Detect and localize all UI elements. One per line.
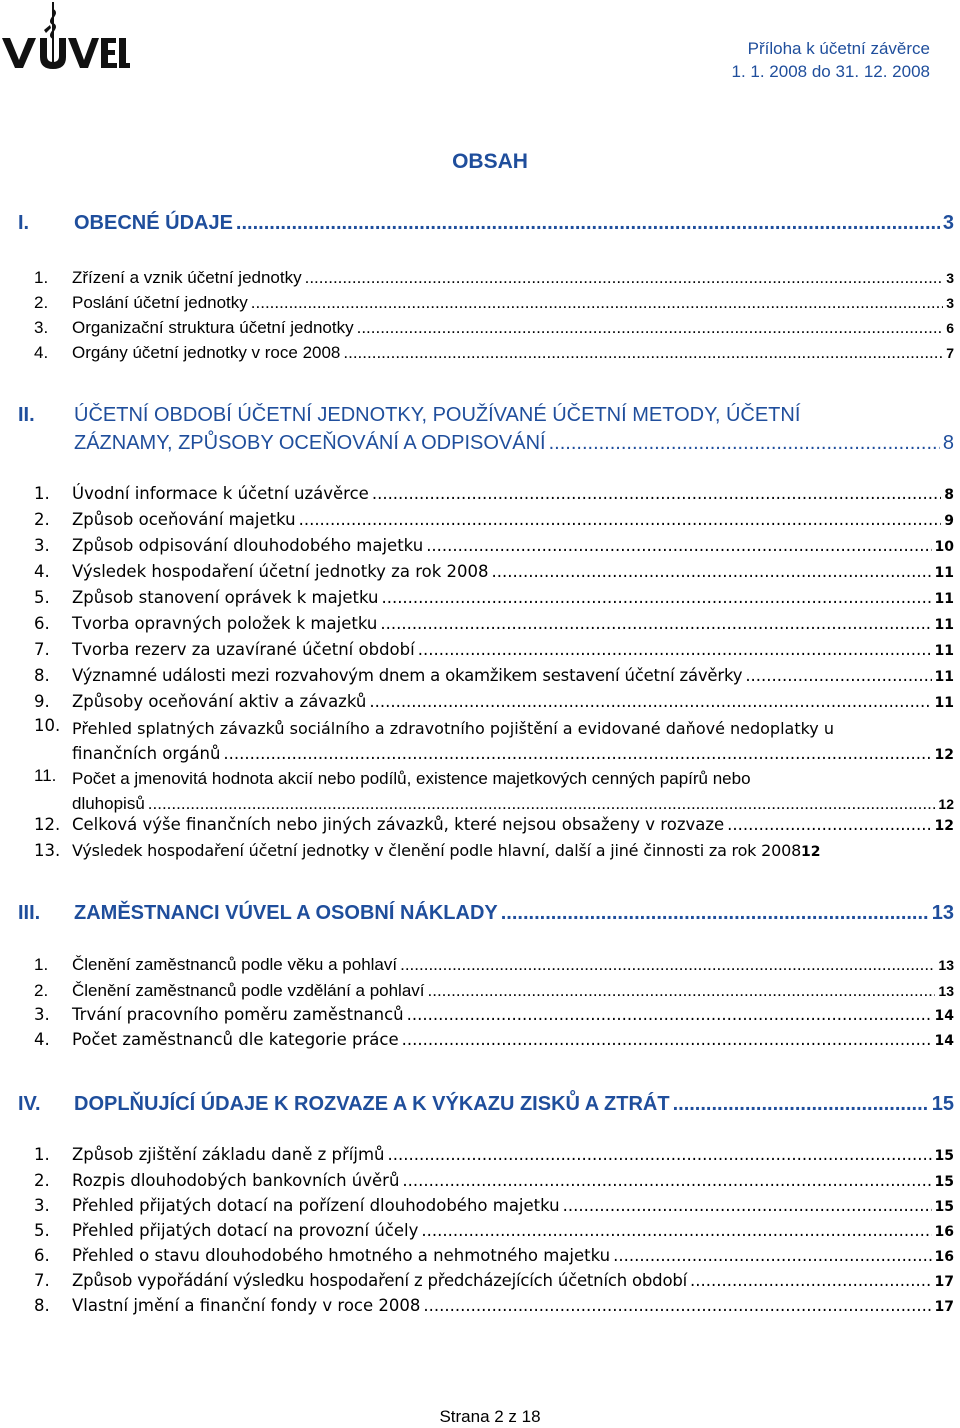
toc-leader: [372, 484, 941, 503]
toc-item-number: 7.: [34, 1271, 50, 1290]
toc-item-number: 12.: [34, 815, 61, 834]
toc-leader: [343, 343, 943, 363]
toc-leader: [402, 1171, 931, 1190]
toc-leader: [418, 640, 932, 659]
toc-item-number: 1.: [34, 1145, 50, 1164]
toc-item[interactable]: [34, 562, 954, 581]
toc-section-iii[interactable]: [18, 902, 954, 925]
toc-item-number: 1.: [34, 484, 50, 503]
toc-section-title-line2: ZÁZNAMY, ZPŮSOBY OCEŇOVÁNÍ A ODPISOVÁNÍ: [74, 432, 546, 454]
toc-page-number: 15: [934, 1199, 954, 1215]
toc-item-title: Přehled přijatých dotací na pořízení dlouhodobého majetku: [72, 1196, 560, 1215]
page-number-footer: Strana 2 z 18: [439, 1407, 541, 1426]
toc-leader: [387, 1145, 931, 1164]
toc-section-iv[interactable]: [18, 1093, 954, 1116]
toc-page-number: 3: [946, 270, 954, 286]
toc-page-number: 3: [942, 212, 954, 234]
toc-page-number: 17: [934, 1274, 954, 1290]
toc-page-number: 9: [944, 513, 954, 529]
toc-leader: [402, 1030, 932, 1049]
toc-item[interactable]: [34, 1296, 954, 1315]
toc-item-title: Orgány účetní jednotky v roce 2008: [72, 343, 341, 362]
toc-item[interactable]: [34, 981, 954, 1001]
toc-item[interactable]: [34, 1005, 954, 1024]
toc-item-number: 9.: [34, 692, 50, 711]
toc-item-title: Zřízení a vznik účetní jednotky: [72, 268, 302, 287]
toc-leader: [236, 212, 940, 235]
toc-item-title-line1: Počet a jmenovitá hodnota akcií nebo podílů, existence majetkových cenných papírů nebo: [72, 769, 751, 788]
header-period: 1. 1. 2008 do 31. 12. 2008: [731, 62, 930, 81]
toc-item-number: 2.: [34, 1171, 50, 1190]
toc-title: OBSAH: [452, 150, 528, 173]
toc-leader: [380, 614, 931, 633]
toc-item[interactable]: [34, 666, 954, 685]
toc-item-title: Tvorba rezerv za uzavírané účetní období: [72, 640, 415, 659]
toc-item-title: Členění zaměstnanců podle vzdělání a pohlaví: [72, 981, 425, 1000]
toc-item-title: Způsoby oceňování aktiv a závazků: [72, 692, 367, 711]
toc-item-title: Způsob odpisování dlouhodobého majetku: [72, 536, 424, 555]
toc-item[interactable]: [34, 614, 954, 633]
toc-item-number: 2.: [34, 981, 49, 1000]
toc-item-title: Členění zaměstnanců podle věku a pohlaví: [72, 955, 398, 974]
toc-item-title: Rozpis dlouhodobých bankovních úvěrů: [72, 1171, 400, 1190]
toc-page-number: 8: [942, 432, 954, 454]
toc-page-number: 13: [938, 957, 954, 973]
toc-item-number: 8.: [34, 1296, 50, 1315]
toc-page-number: 3: [946, 295, 954, 311]
toc-page-number: 15: [931, 1093, 954, 1115]
toc-item[interactable]: [34, 268, 954, 288]
toc-item-number: 1.: [34, 268, 49, 287]
toc-item-number: 5.: [34, 588, 50, 607]
toc-section-number: IV.: [18, 1093, 41, 1115]
toc-leader: [223, 741, 931, 766]
toc-item-number: 11.: [34, 766, 57, 785]
toc-page-number: 11: [934, 643, 954, 659]
toc-leader: [305, 268, 944, 288]
toc-leader: [407, 1005, 932, 1024]
toc-item-number: 10.: [34, 716, 61, 735]
toc-item[interactable]: [34, 318, 954, 338]
toc-item[interactable]: [34, 1221, 954, 1240]
toc-item-title: Přehled o stavu dlouhodobého hmotného a nehmotného majetku: [72, 1246, 611, 1265]
toc-leader: [369, 692, 931, 711]
toc-item-title: Způsob stanovení oprávek k majetku: [72, 588, 379, 607]
toc-page-number: 11: [934, 669, 954, 685]
toc-item[interactable]: [34, 1171, 954, 1190]
toc-leader: [673, 1093, 929, 1116]
toc-item-title: Výsledek hospodaření účetní jednotky za rok 2008: [72, 562, 489, 581]
toc-item[interactable]: [34, 588, 954, 607]
toc-item-title: Počet zaměstnanců dle kategorie práce: [72, 1030, 399, 1049]
toc-item-number: 3.: [34, 1005, 50, 1024]
toc-item[interactable]: [34, 815, 954, 834]
toc-leader: [400, 955, 935, 975]
toc-item[interactable]: [34, 640, 954, 659]
toc-page-number: 12: [934, 747, 954, 763]
toc-leader: [727, 815, 931, 834]
toc-section-i[interactable]: [18, 212, 954, 235]
toc-page-number: 16: [934, 1249, 954, 1265]
toc-item-title: Organizační struktura účetní jednotky: [72, 318, 354, 337]
toc-leader: [428, 981, 936, 1001]
toc-page-number: 15: [934, 1148, 954, 1164]
toc-leader: [423, 1296, 931, 1315]
toc-leader: [563, 1196, 932, 1215]
toc-leader: [251, 293, 943, 313]
toc-item-title: Celková výše finančních nebo jiných závazků, které nejsou obsaženy v rozvaze: [72, 815, 725, 834]
toc-leader: [357, 318, 944, 338]
toc-leader: [501, 902, 929, 925]
toc-item-number: 8.: [34, 666, 50, 685]
toc-item[interactable]: [34, 343, 954, 363]
toc-page-number: 11: [934, 617, 954, 633]
toc-item-number: 4.: [34, 1030, 50, 1049]
toc-page-number: 13: [938, 983, 954, 999]
toc-item[interactable]: [34, 1145, 954, 1164]
toc-item-title: Způsob zjištění základu daně z příjmů: [72, 1145, 385, 1164]
toc-item[interactable]: [34, 955, 954, 975]
toc-page-number: 14: [934, 1033, 954, 1049]
toc-page-number: 8: [944, 487, 954, 503]
toc-item-title: Přehled přijatých dotací na provozní účely: [72, 1221, 419, 1240]
toc-leader: [549, 429, 940, 457]
toc-page-number: 12: [801, 844, 821, 860]
toc-page-number: 7: [946, 345, 954, 361]
toc-page-number: 13: [931, 902, 954, 924]
toc-item[interactable]: [34, 1030, 954, 1049]
header-title: Příloha k účetní závěrce: [747, 39, 930, 58]
toc-page-number: 12: [934, 818, 954, 834]
toc-item[interactable]: [34, 716, 954, 768]
toc-item-number: 1.: [34, 955, 49, 974]
toc-leader: [745, 666, 931, 685]
toc-leader: [426, 536, 931, 555]
toc-item-title: Vlastní jmění a finanční fondy v roce 2008: [72, 1296, 421, 1315]
toc-item[interactable]: [34, 1196, 954, 1215]
toc-page-number: 11: [934, 695, 954, 711]
toc-section-number: II.: [18, 404, 35, 426]
toc-item[interactable]: [34, 766, 954, 817]
toc-section-title: ZAMĚSTNANCI VÚVEL A OSOBNÍ NÁKLADY: [74, 902, 498, 924]
toc-item-number: 6.: [34, 614, 50, 633]
toc-leader: [690, 1271, 932, 1290]
vuvel-logo: [2, 0, 130, 72]
toc-item-number: 2.: [34, 510, 50, 529]
toc-page-number: 12: [938, 796, 954, 812]
toc-leader: [492, 562, 932, 581]
toc-page-number: 11: [934, 591, 954, 607]
toc-item[interactable]: [34, 536, 954, 555]
toc-item-number: 5.: [34, 1221, 50, 1240]
toc-section-title: DOPLŇUJÍCÍ ÚDAJE K ROZVAZE A K VÝKAZU ZISKŮ A ZTRÁT: [74, 1093, 670, 1115]
toc-leader: [381, 588, 931, 607]
toc-item-title-line2: finančních orgánů: [72, 744, 221, 763]
toc-section-title-line1: ÚČETNÍ OBDOBÍ ÚČETNÍ JEDNOTKY, POUŽÍVANÉ ÚČETNÍ METODY, ÚČETNÍ: [74, 404, 801, 426]
toc-leader: [148, 791, 936, 816]
toc-leader: [613, 1246, 931, 1265]
toc-item-number: 4.: [34, 343, 49, 362]
toc-item-number: 6.: [34, 1246, 50, 1265]
toc-item[interactable]: [34, 293, 954, 313]
toc-item[interactable]: [34, 510, 954, 529]
toc-section-number: III.: [18, 902, 41, 924]
toc-page-number: 6: [946, 320, 954, 336]
toc-item-title: Poslání účetní jednotky: [72, 293, 248, 312]
toc-item-number: 7.: [34, 640, 50, 659]
toc-item-title: Způsob oceňování majetku: [72, 510, 296, 529]
toc-page-number: 11: [934, 565, 954, 581]
toc-item-title: Způsob vypořádání výsledku hospodaření z předcházejících účetních období: [72, 1271, 687, 1290]
toc-section-number: I.: [18, 212, 30, 234]
toc-item-title-line1: Přehled splatných závazků sociálního a zdravotního pojištění a evidované daňové nedoplatky u: [72, 719, 834, 738]
toc-item[interactable]: [34, 841, 954, 860]
toc-item[interactable]: [34, 1271, 954, 1290]
toc-item-number: 4.: [34, 562, 50, 581]
toc-item-number: 3.: [34, 536, 50, 555]
toc-leader: [421, 1221, 931, 1240]
toc-page-number: 15: [934, 1174, 954, 1190]
toc-item[interactable]: [34, 1246, 954, 1265]
toc-item-title: Výsledek hospodaření účetní jednotky v členění podle hlavní, další a jiné činnosti za rok 2008: [72, 841, 802, 860]
toc-item[interactable]: [34, 484, 954, 503]
toc-section-ii[interactable]: [18, 401, 954, 457]
logo-text: VÚVEL: [2, 0, 6, 1]
toc-item-title: Trvání pracovního poměru zaměstnanců: [72, 1005, 404, 1024]
toc-item-title: Významné události mezi rozvahovým dnem a okamžikem sestavení účetní závěrky: [72, 666, 743, 685]
toc-item-number: 3.: [34, 1196, 50, 1215]
toc-section-title: OBECNÉ ÚDAJE: [74, 212, 233, 234]
toc-page-number: 10: [934, 539, 954, 555]
toc-item-number: 3.: [34, 318, 49, 337]
toc-page-number: 16: [934, 1224, 954, 1240]
toc-leader: [299, 510, 942, 529]
toc-item[interactable]: [34, 692, 954, 711]
toc-item-title: Úvodní informace k účetní uzávěrce: [72, 484, 369, 503]
toc-page-number: 17: [934, 1299, 954, 1315]
toc-item-title-line2: dluhopisů: [72, 794, 145, 813]
toc-item-title: Tvorba opravných položek k majetku: [72, 614, 378, 633]
toc-item-number: 13.: [34, 841, 61, 860]
toc-item-number: 2.: [34, 293, 49, 312]
toc-page-number: 14: [934, 1008, 954, 1024]
